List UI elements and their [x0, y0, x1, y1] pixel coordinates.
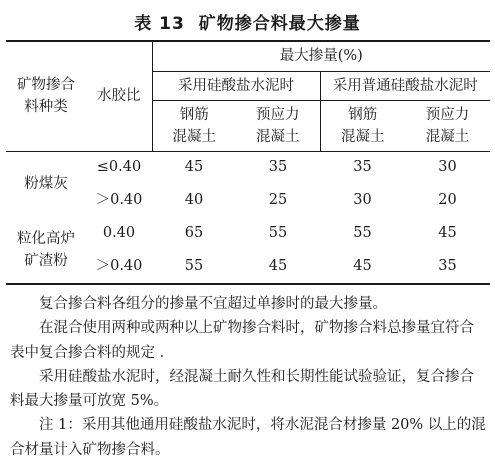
table-number: 表 13	[134, 14, 185, 34]
table-title	[0, 9, 495, 34]
wb-ratio-cell: ＞0.40	[95, 191, 143, 208]
header-wb-ratio: 水胶比	[86, 41, 152, 151]
value-cell: 35	[353, 159, 372, 176]
header-rc-ordinary	[320, 100, 405, 151]
header-rc-silicate	[152, 100, 236, 151]
value-cell: 40	[184, 191, 204, 208]
material-name-line1: 粉煤灰	[24, 175, 68, 192]
value-cell: 45	[438, 224, 457, 241]
header-pc-ordinary	[405, 100, 490, 151]
table-caption: 矿物掺合料最大掺量	[198, 14, 361, 34]
table-notes	[10, 292, 488, 462]
header-pc-silicate-l1: 预应力	[256, 106, 300, 123]
value-cell: 35	[405, 249, 490, 284]
material-name-line2: 矿渣粉	[24, 252, 68, 269]
header-ordinary-cement: 采用普通硅酸盐水泥时	[320, 71, 490, 100]
value-cell: 35	[268, 159, 288, 176]
note-paragraph: 在混合使用两种或两种以上矿物掺合料时，矿物掺合料总掺量宜符合表中复合掺合料的规定 .	[10, 320, 474, 361]
value-cell: 65	[184, 224, 204, 241]
wb-ratio-cell: ＞0.40	[86, 249, 152, 284]
header-rc-ordinary-l2: 混凝土	[341, 128, 385, 145]
header-rc-silicate-l2: 混凝土	[172, 128, 216, 145]
material-name-line1: 粒化高炉	[17, 230, 75, 247]
wb-ratio-cell: ≤0.40	[96, 159, 142, 176]
value-cell: 45	[184, 159, 204, 176]
value-cell: 45	[236, 249, 320, 284]
header-material-type-line1: 矿物掺合	[17, 77, 75, 94]
note-paragraph: 复合掺合料各组分的掺量不宜超过单掺时的最大掺量。	[39, 296, 387, 312]
note-paragraph: 注 1：采用其他通用硅酸盐水泥时，将水泥混合材掺量 20% 以上的混合材量计入矿物掺合料。	[10, 417, 486, 458]
note-paragraph: 采用硅酸盐水泥时，经混凝土耐久性和长期性能试验验证，复合掺合料最大掺量可放宽 5%。	[10, 368, 474, 410]
header-material-type	[6, 41, 86, 151]
header-row-1	[6, 41, 490, 71]
table-row	[6, 216, 490, 249]
material-name	[6, 151, 86, 216]
value-cell: 45	[320, 249, 405, 284]
header-silicate-cement: 采用硅酸盐水泥时	[152, 71, 320, 100]
header-material-type-line2: 料种类	[24, 99, 68, 116]
value-cell: 55	[152, 249, 236, 284]
value-cell: 55	[268, 224, 288, 241]
material-name	[6, 216, 86, 284]
value-cell: 55	[353, 224, 372, 241]
dosage-table	[6, 40, 490, 285]
table-row	[6, 151, 490, 183]
wb-ratio-cell: 0.40	[102, 224, 136, 241]
value-cell: 25	[268, 191, 288, 208]
header-rc-silicate-l1: 钢筋	[179, 106, 209, 123]
header-pc-ordinary-l2: 混凝土	[425, 128, 470, 145]
header-pc-ordinary-l1: 预应力	[425, 106, 470, 123]
value-cell: 30	[353, 191, 372, 208]
header-pc-silicate	[236, 100, 320, 151]
header-max-dosage: 最大掺量(%)	[152, 41, 490, 71]
value-cell: 30	[438, 159, 457, 176]
value-cell: 20	[438, 191, 457, 208]
header-pc-silicate-l2: 混凝土	[256, 128, 300, 145]
header-rc-ordinary-l1: 钢筋	[348, 106, 378, 123]
